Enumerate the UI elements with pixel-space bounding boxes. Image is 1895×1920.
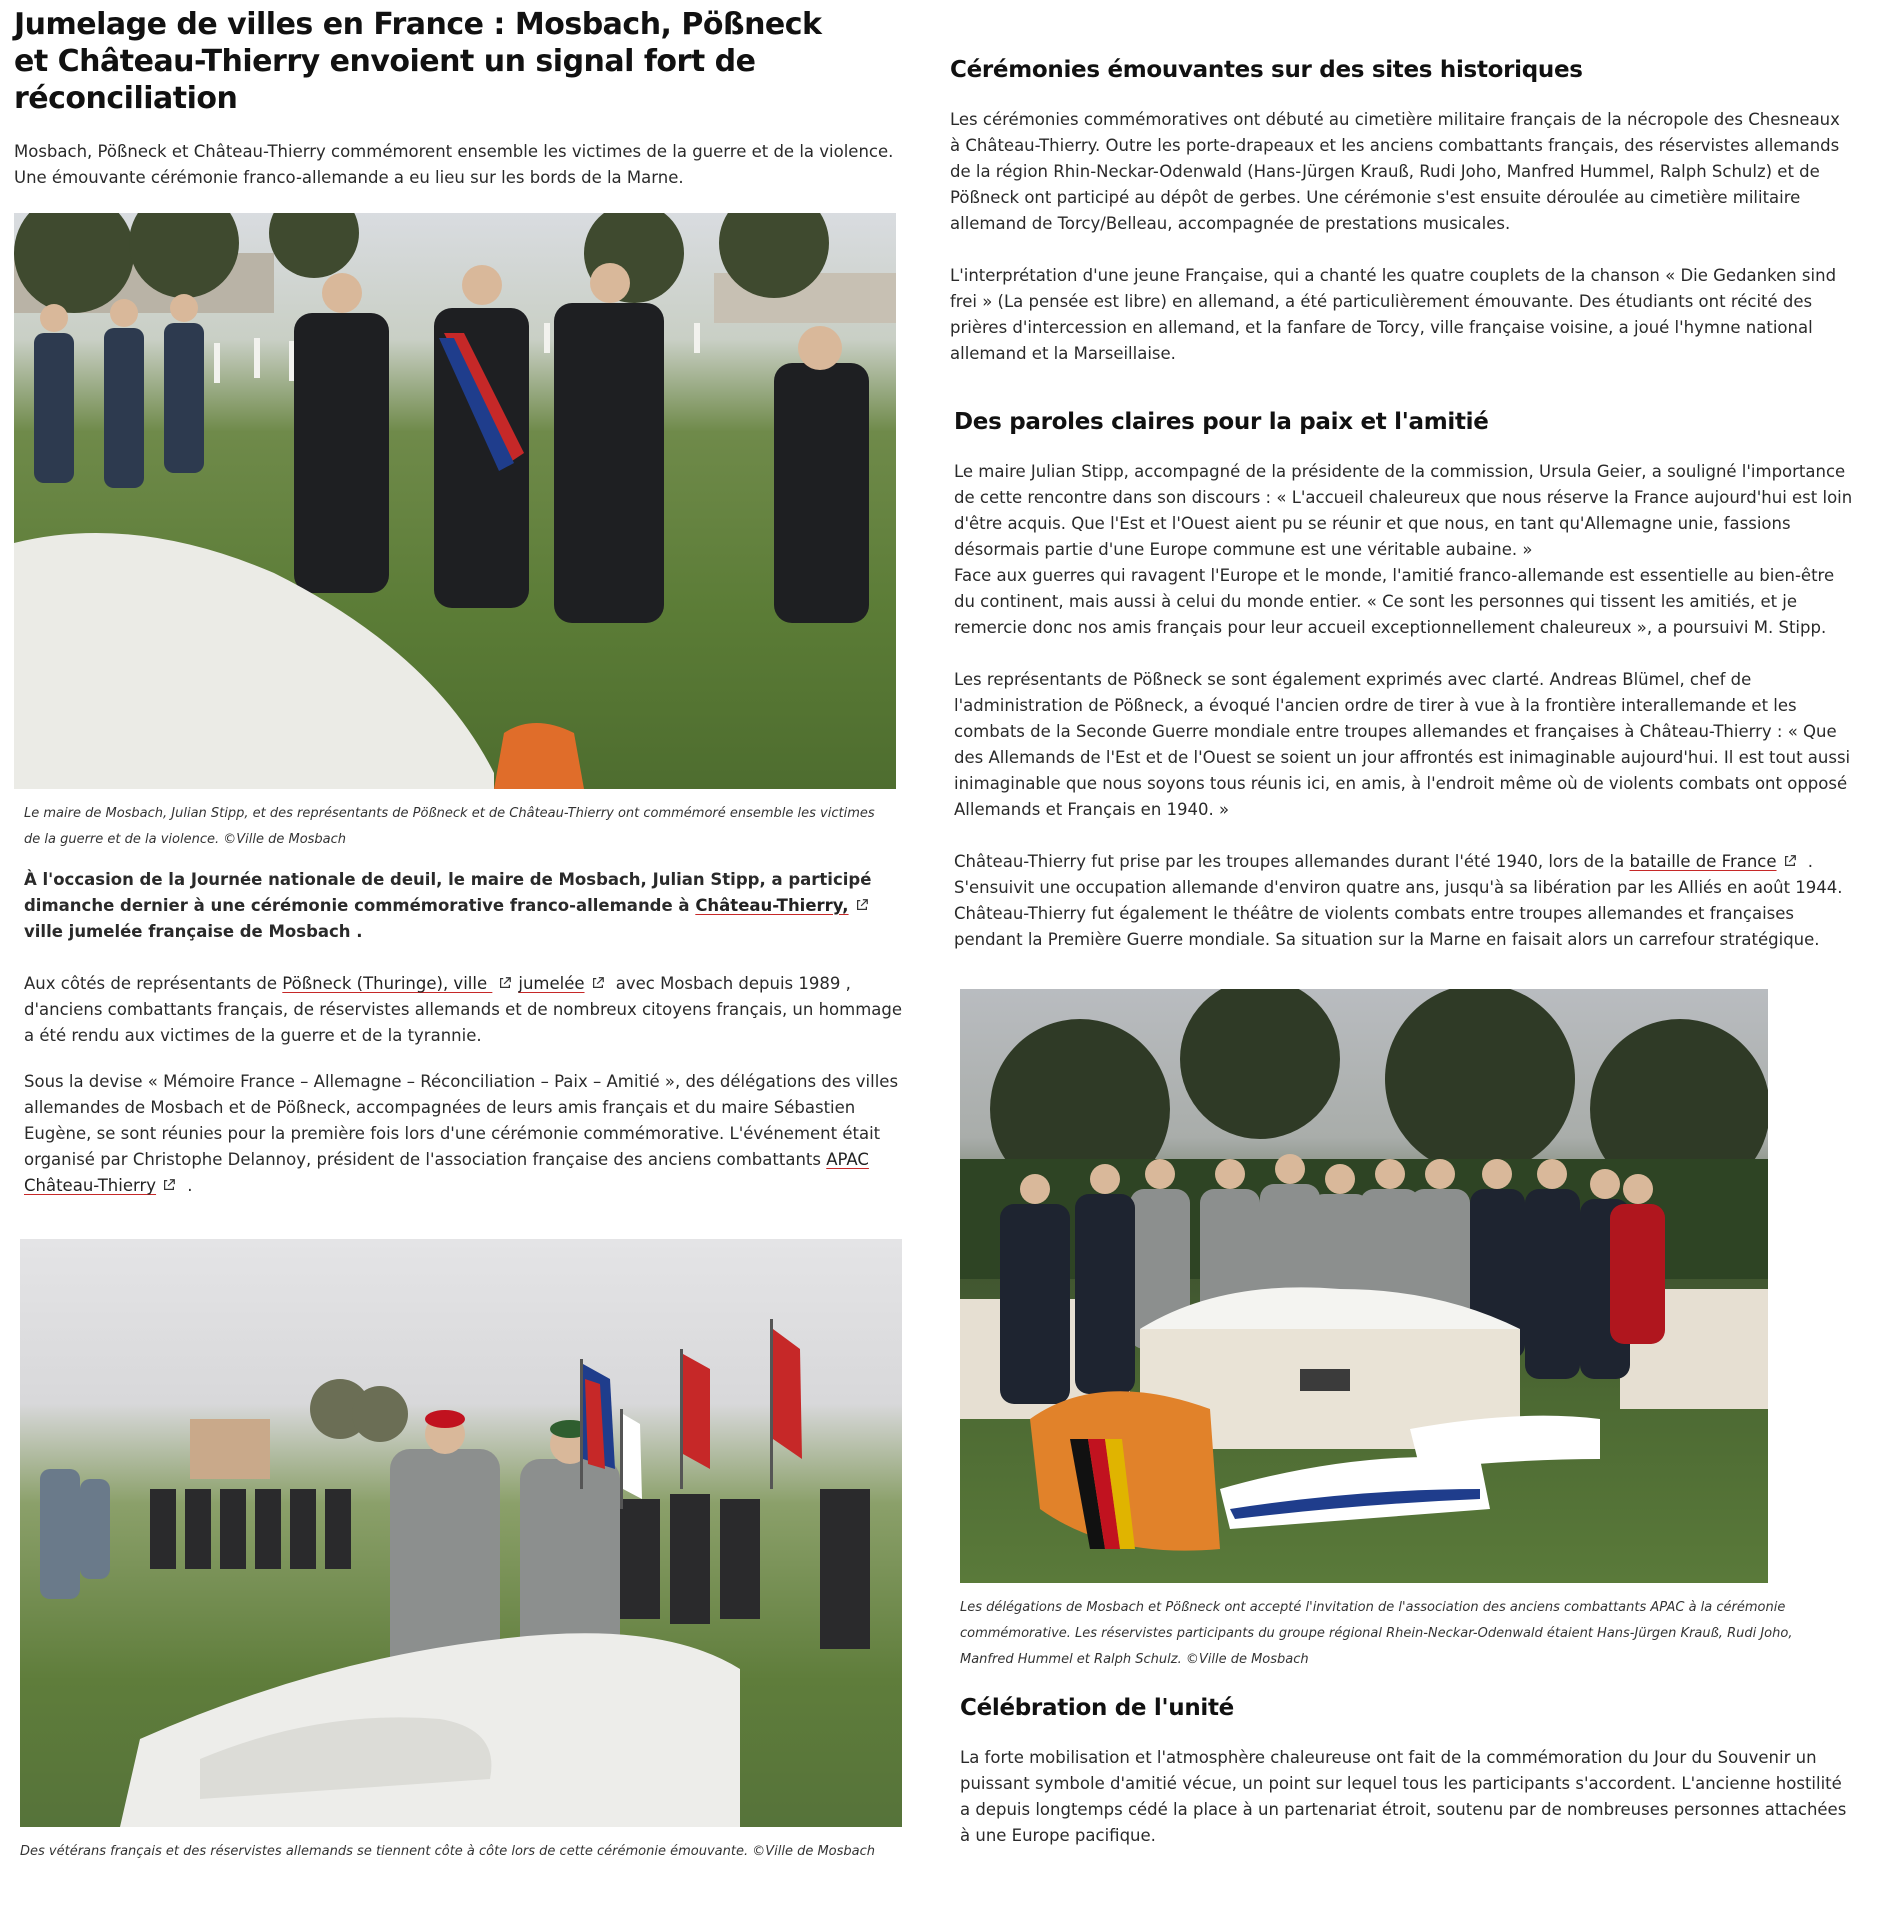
paragraph-song: L'interprétation d'une jeune Française, qui a chanté les quatre couplets de la chanson « Die Gedanken sind frei » (La pensée est libre) en allemand, a été particulièrement émouvante. Des étudiants ont récité des prières d'intercession en allemand, et la fanfare de Torcy, ville française voisine, a joué l'hymne national allemand et la Marseillaise. [950, 266, 1837, 363]
paragraph-possneck: Les représentants de Pößneck se sont également exprimés avec clarté. Andreas Blümel, chef de l'administration de Pößneck, a évoqué l'ancien ordre de tirer à vue à la frontière interallemande et les combats de la Seconde Guerre mondiale entre troupes allemandes et françaises à Château-Thierry : « Que des Allemands de l'Est et de l'Ouest se soient un jour affrontés est inimaginable aujourd'hui. Il est tout aussi inimaginable que nous soyons tous réunis ici, en amis, à l'endroit même où de violents combats ont opposé Allemands et Français en 1940. » [954, 670, 1851, 819]
photo-veterans-salute-caption: Des vétérans français et des réservistes allemands se tiennent côte à côte lors de cette cérémonie émouvante. ©Ville de Mosbach [20, 1844, 876, 1859]
paragraph-motto-text-b: . [182, 1176, 193, 1195]
photo-veterans-salute-art [20, 1239, 902, 1827]
paragraph-unity: La forte mobilisation et l'atmosphère chaleureuse ont fait de la commémoration du Jour du Souvenir un puissant symbole d'amitié vécue, un point sur lequel tous les participants s'accordent. L'ancienne hostilité a depuis longtemps cédé la place à un partenariat étroit, soutenu par de nombreuses personnes attachées à une Europe pacifique. [960, 1748, 1847, 1845]
link-possneck[interactable]: Pößneck (Thuringe), ville [282, 974, 493, 993]
section-heading-unity: Célébration de l'unité [960, 1695, 1234, 1721]
section-heading-ceremonies: Cérémonies émouvantes sur des sites historiques [950, 57, 1583, 83]
external-link-icon [855, 898, 869, 912]
photo-mayor-ceremony-art [14, 213, 896, 789]
left-column [14, 0, 903, 1865]
article-title: Jumelage de villes en France : Mosbach, Pößneck et Château-Thierry envoient un signal fort de réconciliation [14, 7, 822, 116]
paragraph-partners [14, 971, 914, 1049]
link-jumelee[interactable]: jumelée [518, 974, 585, 993]
paragraph-partners-text-b: avec Mosbach depuis 1989 , d'anciens combattants français, de réservistes allemands et de nombreux citoyens français, un hommage a été rendu aux victimes de la guerre et de la tyrannie. [24, 974, 903, 1045]
paragraph-motto [14, 1069, 904, 1199]
paragraph-history-text-b: . S'ensuivit une occupation allemande d'environ quatre ans, jusqu'à sa libération par les Alliés en août 1944. Château-Thierry fut également le théâtre de violents combats entre troupes allemandes et françaises pendant la Première Guerre mondiale. Sa situation sur la Marne en faisait alors un carrefour stratégique. [954, 852, 1843, 949]
paragraph-history [954, 849, 1855, 953]
link-apac[interactable]: APAC Château-Thierry [24, 1150, 869, 1195]
paragraph-history-text-a: Château-Thierry fut prise par les troupes allemandes durant l'été 1940, lors de la [954, 852, 1630, 871]
article-lead: Mosbach, Pößneck et Château-Thierry commémorent ensemble les victimes de la guerre et de la violence. Une émouvante cérémonie franco-allemande a eu lieu sur les bords de la Marne. [14, 142, 894, 187]
paragraph-friendship: Face aux guerres qui ravagent l'Europe et le monde, l'amitié franco-allemande est essentielle au bien-être du continent, mais aussi à celui du monde entier. « Ce sont les personnes qui tissent les amitiés, et je remercie donc nos amis français pour leur accueil exceptionnellement chaleureux », a poursuivi M. Stipp. [954, 566, 1835, 637]
photo-delegations-group-caption: Les délégations de Mosbach et Pößneck ont accepté l'invitation de l'association des anciens combattants APAC à la cérémonie commémorative. Les réservistes participants du groupe régional Rhein-Neckar-Odenwald étaient Hans-Jürgen Krauß, Rudi Joho, Manfred Hummel et Ralph Schulz. ©Ville de Mosbach [960, 1600, 1793, 1667]
photo-veterans-salute [20, 1239, 902, 1827]
external-link-icon [162, 1178, 176, 1192]
photo-mayor-ceremony [14, 213, 896, 789]
link-chateau-thierry[interactable]: Château-Thierry, [695, 896, 849, 915]
paragraph-intro-text-a: À l'occasion de la Journée nationale de deuil, le maire de Mosbach, Julian Stipp, a participé dimanche dernier à une cérémonie commémorative franco-allemande à [24, 870, 872, 915]
section-heading-peace: Des paroles claires pour la paix et l'amitié [954, 409, 1489, 435]
link-bataille-de-france[interactable]: bataille de France [1629, 852, 1777, 871]
right-column [950, 0, 1855, 1849]
section-peace-body [950, 459, 1855, 953]
paragraph-partners-text-a: Aux côtés de représentants de [24, 974, 283, 993]
external-link-icon [498, 976, 512, 990]
paragraph-motto-text-a: Sous la devise « Mémoire France – Allemagne – Réconciliation – Paix – Amitié », des délégations des villes allemandes de Mosbach et de Pößneck, accompagnées de leurs amis français et du maire Sébastien Eugène, se sont réunies pour la première fois lors d'une cérémonie commémorative. L'événement était organisé par Christophe Delannoy, président de l'association française des anciens combattants [24, 1072, 899, 1169]
external-link-icon [591, 976, 605, 990]
external-link-icon [1783, 854, 1797, 868]
paragraph-intro-text-b: ville jumelée française de Mosbach . [24, 922, 363, 941]
paragraph-ceremonies: Les cérémonies commémoratives ont débuté au cimetière militaire français de la nécropole des Chesneaux à Château-Thierry. Outre les porte-drapeaux et les anciens combattants français, des réservistes allemands de la région Rhin-Neckar-Odenwald (Hans-Jürgen Krauß, Rudi Joho, Manfred Hummel, Ralph Schulz) et de Pößneck ont participé au dépôt de gerbes. Une cérémonie s'est ensuite déroulée au cimetière militaire allemand de Torcy/Belleau, accompagnée de prestations musicales. [950, 110, 1840, 233]
photo-delegations-group [960, 989, 1768, 1583]
photo-mayor-ceremony-caption: Le maire de Mosbach, Julian Stipp, et des représentants de Pößneck et de Château-Thierry ont commémoré ensemble les victimes de la guerre et de la violence. ©Ville de Mosbach [24, 806, 875, 847]
paragraph-intro [14, 867, 914, 945]
paragraph-mayor-speech: Le maire Julian Stipp, accompagné de la présidente de la commission, Ursula Geier, a souligné l'importance de cette rencontre dans son discours : « L'accueil chaleureux que nous réserve la France aujourd'hui est loin d'être acquis. Que l'Est et l'Ouest aient pu se réunir et que nous, en tant qu'Allemagne unie, fassions désormais partie d'une Europe commune est une véritable aubaine. » [954, 462, 1853, 559]
photo-delegations-group-art [960, 989, 1768, 1583]
